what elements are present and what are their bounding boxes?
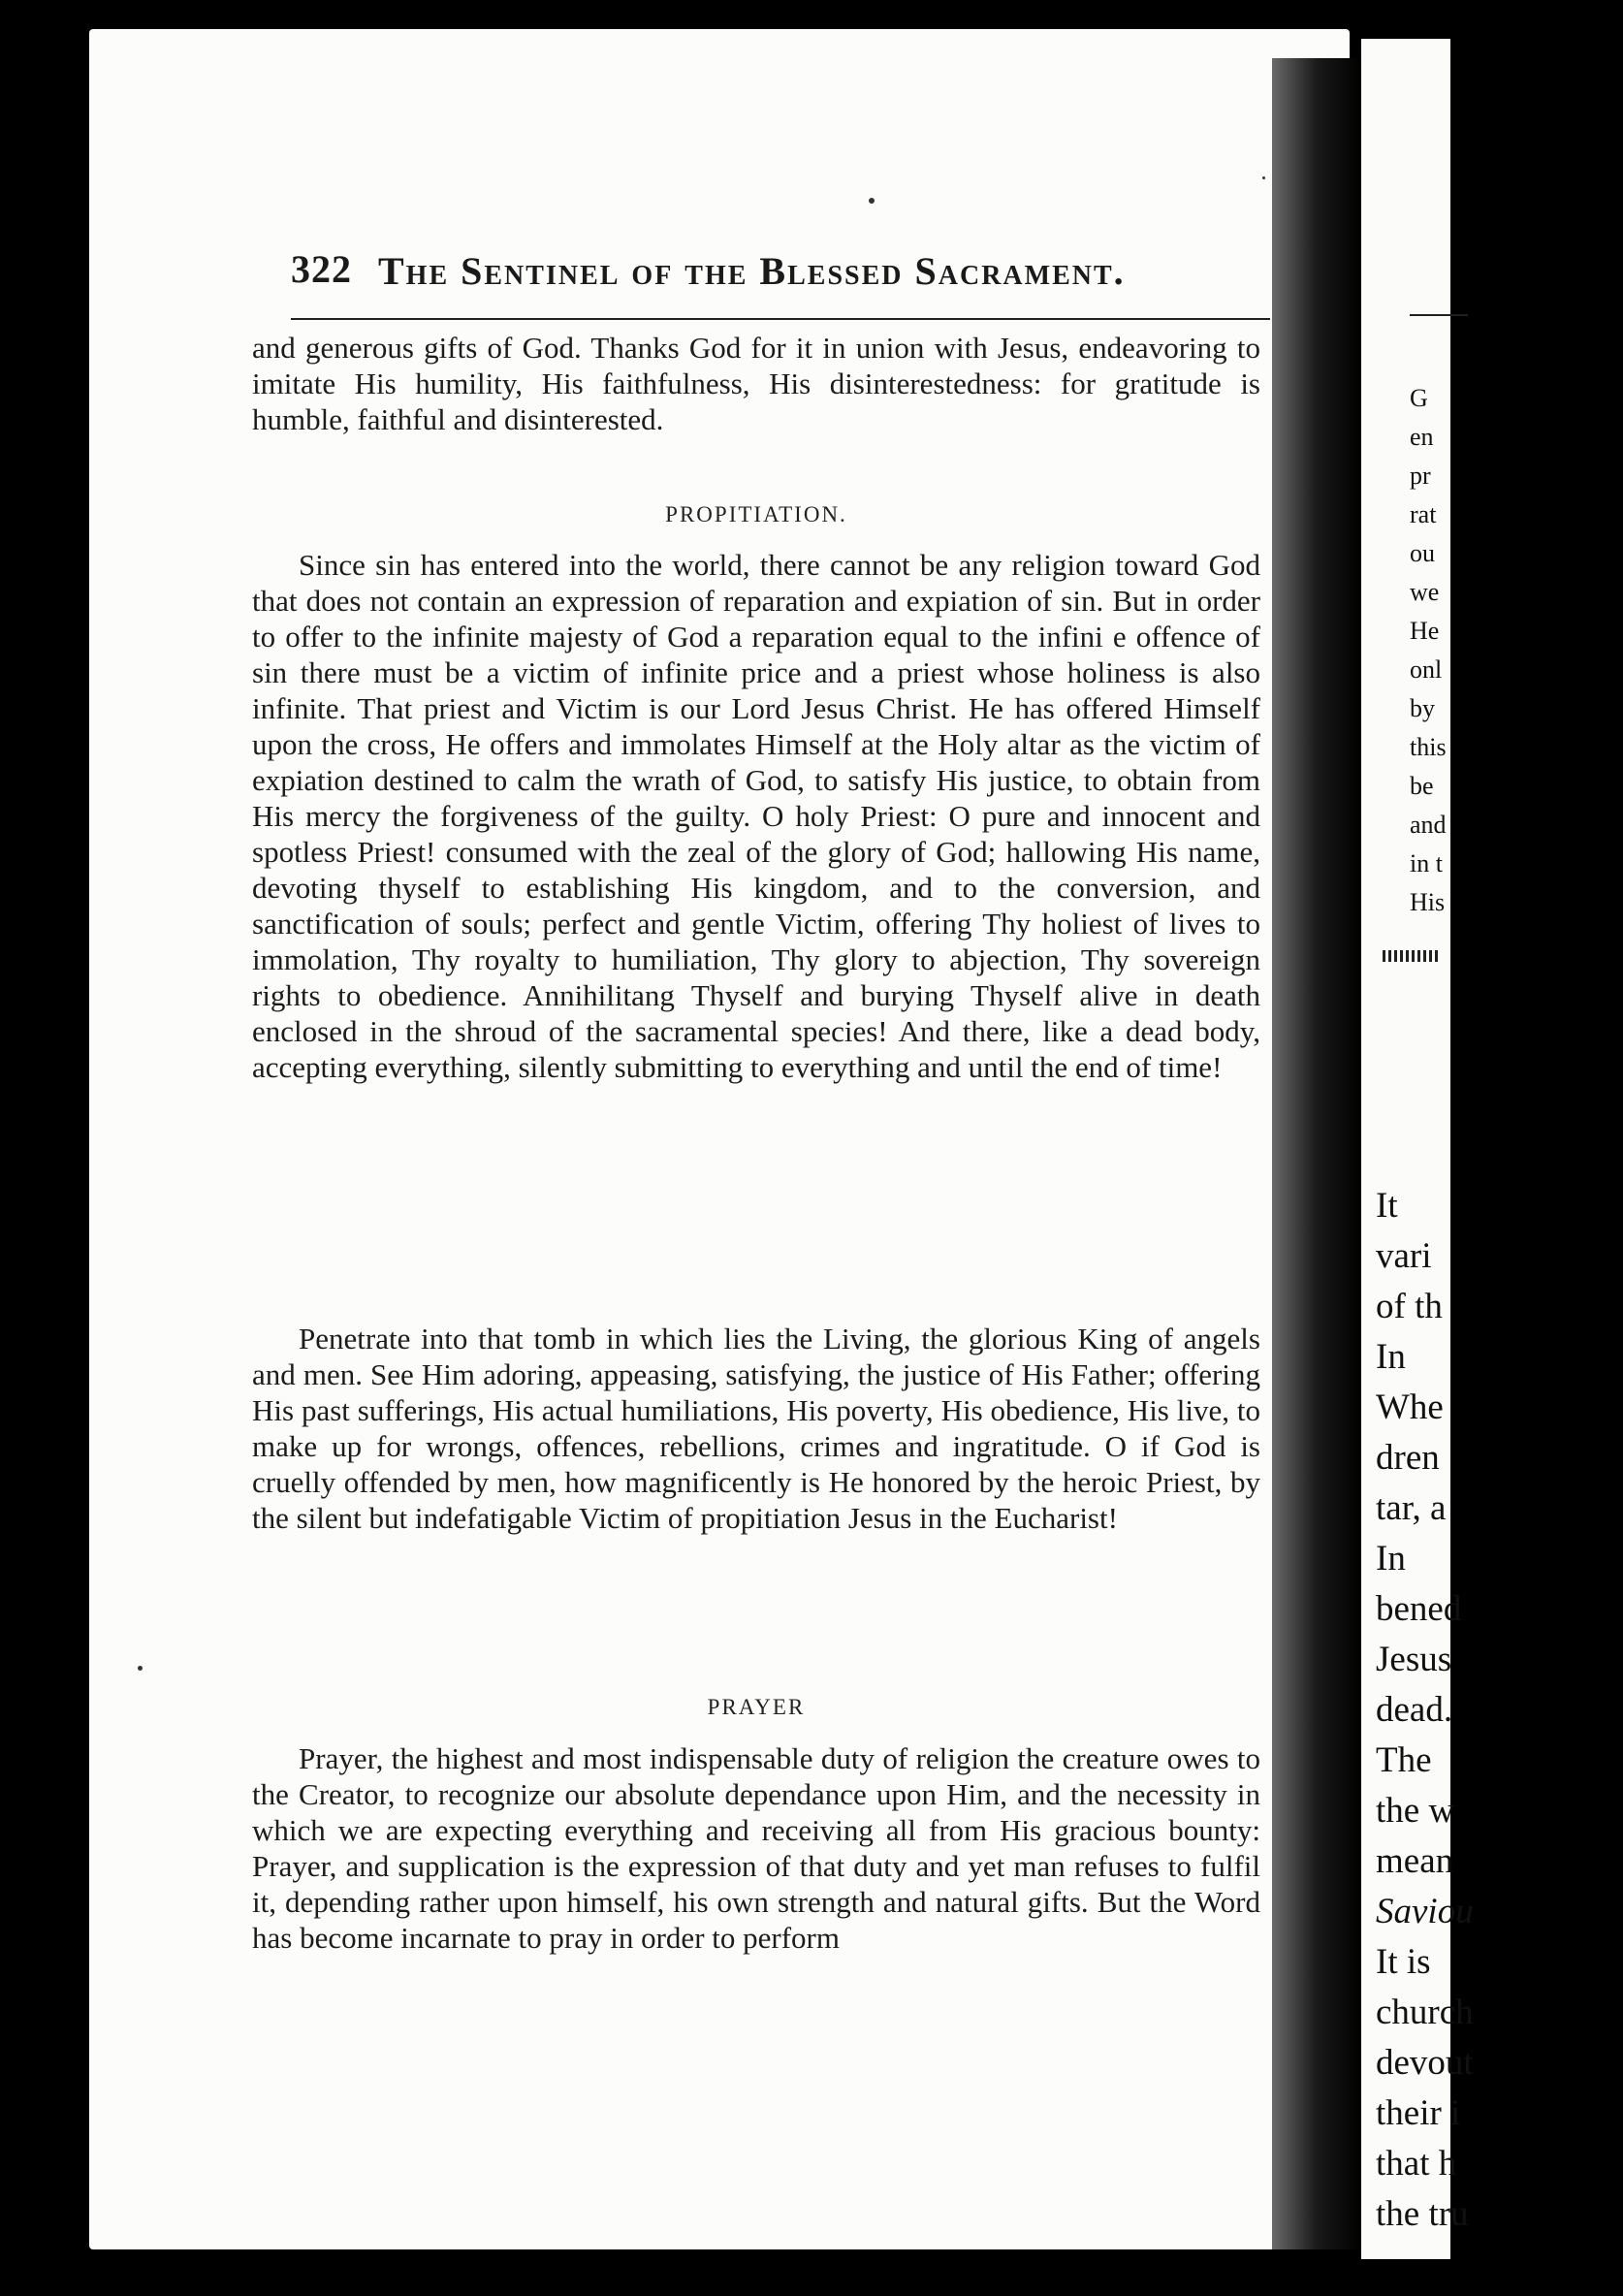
facing-page-fragment: en (1410, 423, 1434, 451)
facing-page-fragment: The (1376, 1740, 1432, 1780)
facing-page-fragment: G (1410, 384, 1428, 412)
facing-page-fragment: He (1410, 617, 1440, 645)
facing-page-fragment: Jesus (1376, 1640, 1452, 1679)
facing-page-lower-column (1376, 1181, 1589, 2240)
facing-page-ornament (1383, 950, 1441, 962)
facing-page-fragment: Saviou (1376, 1892, 1474, 1931)
facing-page-fragment: church (1376, 1993, 1474, 2032)
print-speck (869, 198, 875, 204)
facing-page-fragment: devout (1376, 2043, 1474, 2083)
facing-page-fragment: In (1376, 1539, 1406, 1578)
facing-page-fragment: dren (1376, 1438, 1440, 1478)
prayer-paragraph-1: Prayer, the highest and most indispensable duty of religion the creature owes to the Creator, to recognize our absolute dependance upon Him, and the necessity in which we are expecting everything and receiving all from His gracious bounty: Prayer, and supplication is the expression of that duty and yet man refuses to fulfil it, depending rather upon himself, his own strength and natural gifts. But the Word has become incarnate to pray in order to perform (252, 1741, 1260, 1955)
facing-page (1361, 39, 1474, 2259)
facing-page-fragment: Whe (1376, 1387, 1444, 1427)
facing-page-fragment: onl (1410, 655, 1443, 684)
facing-page-fragment: pr (1410, 462, 1431, 490)
propitiation-paragraph-2: Penetrate into that tomb in which lies the Living, the glorious King of angels and men. See Him adoring, appeasing, satisfying, the justice of His Father; offering His past sufferings, His actual humiliations, His poverty, His obedience, His live, to make up for wrongs, offences, rebellions, crimes and ingratitude. O if God is cruelly offended by men, how magnificently is He honored by the heroic Priest, by the silent but indefatigable Victim of propitiation Jesus in the Eucharist! (252, 1322, 1260, 1535)
page-header (291, 240, 1270, 320)
facing-page-fragment: by (1410, 694, 1435, 722)
facing-page-fragment: their i (1376, 2093, 1461, 2133)
facing-page-fragment: rat (1410, 500, 1437, 528)
facing-page-fragment: tar, a (1376, 1488, 1447, 1528)
page-number: 322 (291, 247, 352, 291)
facing-page-upper-column (1410, 384, 1623, 927)
facing-page-fragment: vari (1376, 1236, 1432, 1276)
print-speck (138, 1666, 143, 1671)
section-heading-propitiation: PROPITIATION. (665, 502, 847, 526)
facing-page-fragment: this (1410, 733, 1447, 761)
facing-page-fragment: be (1410, 772, 1434, 800)
facing-page-fragment: It (1376, 1186, 1398, 1226)
facing-page-fragment: dead. (1376, 1690, 1453, 1730)
facing-page-fragment: His (1410, 888, 1446, 916)
facing-page-fragment: the w (1376, 1791, 1455, 1831)
facing-page-fragment: that h (1376, 2144, 1457, 2184)
facing-page-fragment: mean (1376, 1841, 1454, 1881)
facing-page-fragment: In (1376, 1337, 1406, 1377)
facing-page-fragment: ou (1410, 539, 1435, 567)
intro-paragraph: and generous gifts of God. Thanks God for it in union with Jesus, endeavoring to imitate His humility, His faithfulness, His disinterestedness: for gratitude is humble, faithful and disinterested. (252, 331, 1260, 436)
facing-page-fragment: It is (1376, 1942, 1431, 1982)
facing-page-fragment: in t (1410, 849, 1443, 877)
print-speck (1262, 176, 1265, 179)
facing-page-fragment: of th (1376, 1287, 1443, 1326)
running-title: The Sentinel of the Blessed Sacrament. (378, 249, 1126, 293)
book-gutter (1272, 58, 1361, 2249)
facing-page-fragment: we (1410, 578, 1440, 606)
propitiation-paragraph-1: Since sin has entered into the world, there cannot be any religion toward God that does not contain an expression of reparation and expiation of sin. But in order to offer to the infinite majesty of God a reparation equal to the infini e offence of sin there must be a victim of infinite price and a priest whose holiness is also infinite. That priest and Victim is our Lord Jesus Christ. He has offered Himself upon the cross, He offers and immolates Himself at the Holy altar as the victim of expiation destined to calm the wrath of God, to satisfy His justice, to obtain from His mercy the forgiveness of the guilty. O holy Priest: O pure and innocent and spotless Priest! consumed with the zeal of the glory of God; hallowing His name, devoting thyself to establishing His kingdom, and to the conversion, and sanctification of souls; perfect and gentle Victim, offering Thy holiest of lives to immolation, Thy royalty to humiliation, Thy glory to abjection, Thy sovereign rights to obedience. Annihilitang Thyself and burying Thyself alive in death enclosed in the shroud of the sacramental species! And there, like a dead body, accepting everything, silently submitting to everything and until the end of time! (252, 548, 1260, 1084)
section-heading-prayer: PRAYER (707, 1695, 806, 1719)
facing-page-fragment: and (1410, 811, 1447, 839)
facing-page-rule (1410, 314, 1468, 316)
facing-page-fragment: the tru (1376, 2194, 1469, 2234)
facing-page-fragment: bened (1376, 1589, 1462, 1629)
